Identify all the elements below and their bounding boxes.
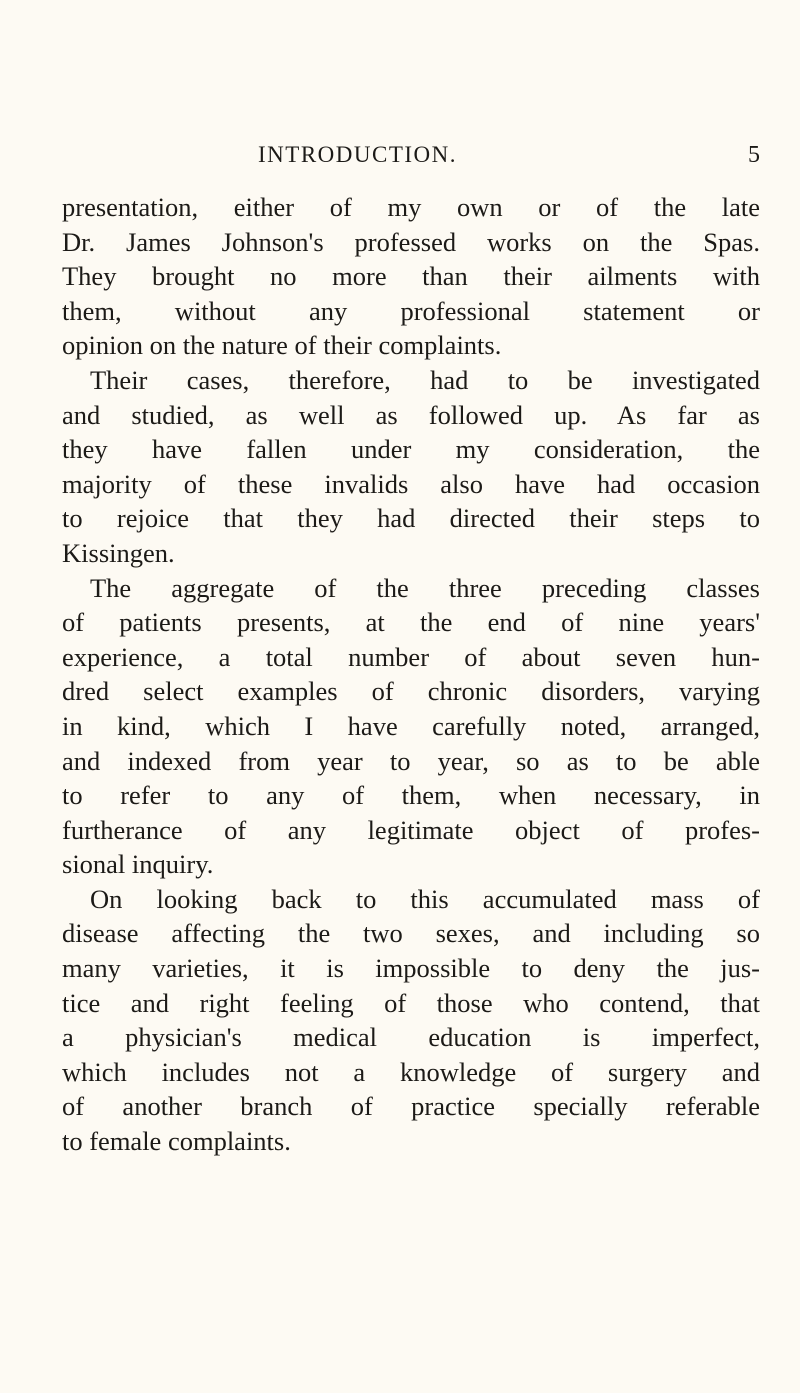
- page-number: 5: [748, 142, 760, 168]
- text-line: tice and right feeling of those who contend, that: [62, 987, 760, 1018]
- text-line: dred select examples of chronic disorders, varying: [62, 676, 760, 707]
- text-line: them, without any professional statement or: [62, 295, 760, 326]
- text-line: furtherance of any legitimate object of profes-: [62, 814, 760, 845]
- text-line: presentation, either of my own or of the late: [62, 192, 760, 222]
- text-line: a physician's medical education is imperfect,: [62, 1022, 760, 1053]
- text-line: Kissingen.: [62, 537, 175, 568]
- text-line: On looking back to this accumulated mass of: [90, 883, 760, 914]
- text-line: They brought no more than their ailments with: [62, 261, 760, 292]
- text-line: The aggregate of the three preceding classes: [90, 572, 760, 603]
- running-head: [60, 138, 760, 178]
- text-line: opinion on the nature of their complaints.: [62, 330, 502, 361]
- text-line: sional inquiry.: [62, 849, 214, 880]
- text-line: disease affecting the two sexes, and including so: [62, 918, 760, 949]
- page-title: INTRODUCTION.: [258, 142, 458, 167]
- body-text: [62, 190, 760, 1159]
- text-line: many varieties, it is impossible to deny the jus-: [62, 953, 760, 984]
- text-line: experience, a total number of about seven hun-: [62, 641, 760, 672]
- text-line: Dr. James Johnson's professed works on the Spas.: [62, 226, 760, 257]
- text-line: of another branch of practice specially referable: [62, 1091, 760, 1122]
- text-line: majority of these invalids also have had occasion: [62, 468, 760, 499]
- text-line: and indexed from year to year, so as to be able: [62, 745, 760, 776]
- text-line: and studied, as well as followed up. As far as: [62, 399, 760, 430]
- text-line: to refer to any of them, when necessary, in: [62, 780, 760, 811]
- text-line: of patients presents, at the end of nine years': [62, 607, 760, 638]
- text-line: to rejoice that they had directed their steps to: [62, 503, 760, 534]
- text-line: to female complaints.: [62, 1126, 291, 1157]
- text-line: they have fallen under my consideration, the: [62, 434, 760, 465]
- text-line: which includes not a knowledge of surgery and: [62, 1056, 760, 1087]
- text-line: Their cases, therefore, had to be investigated: [90, 364, 760, 395]
- text-line: in kind, which I have carefully noted, arranged,: [62, 710, 760, 741]
